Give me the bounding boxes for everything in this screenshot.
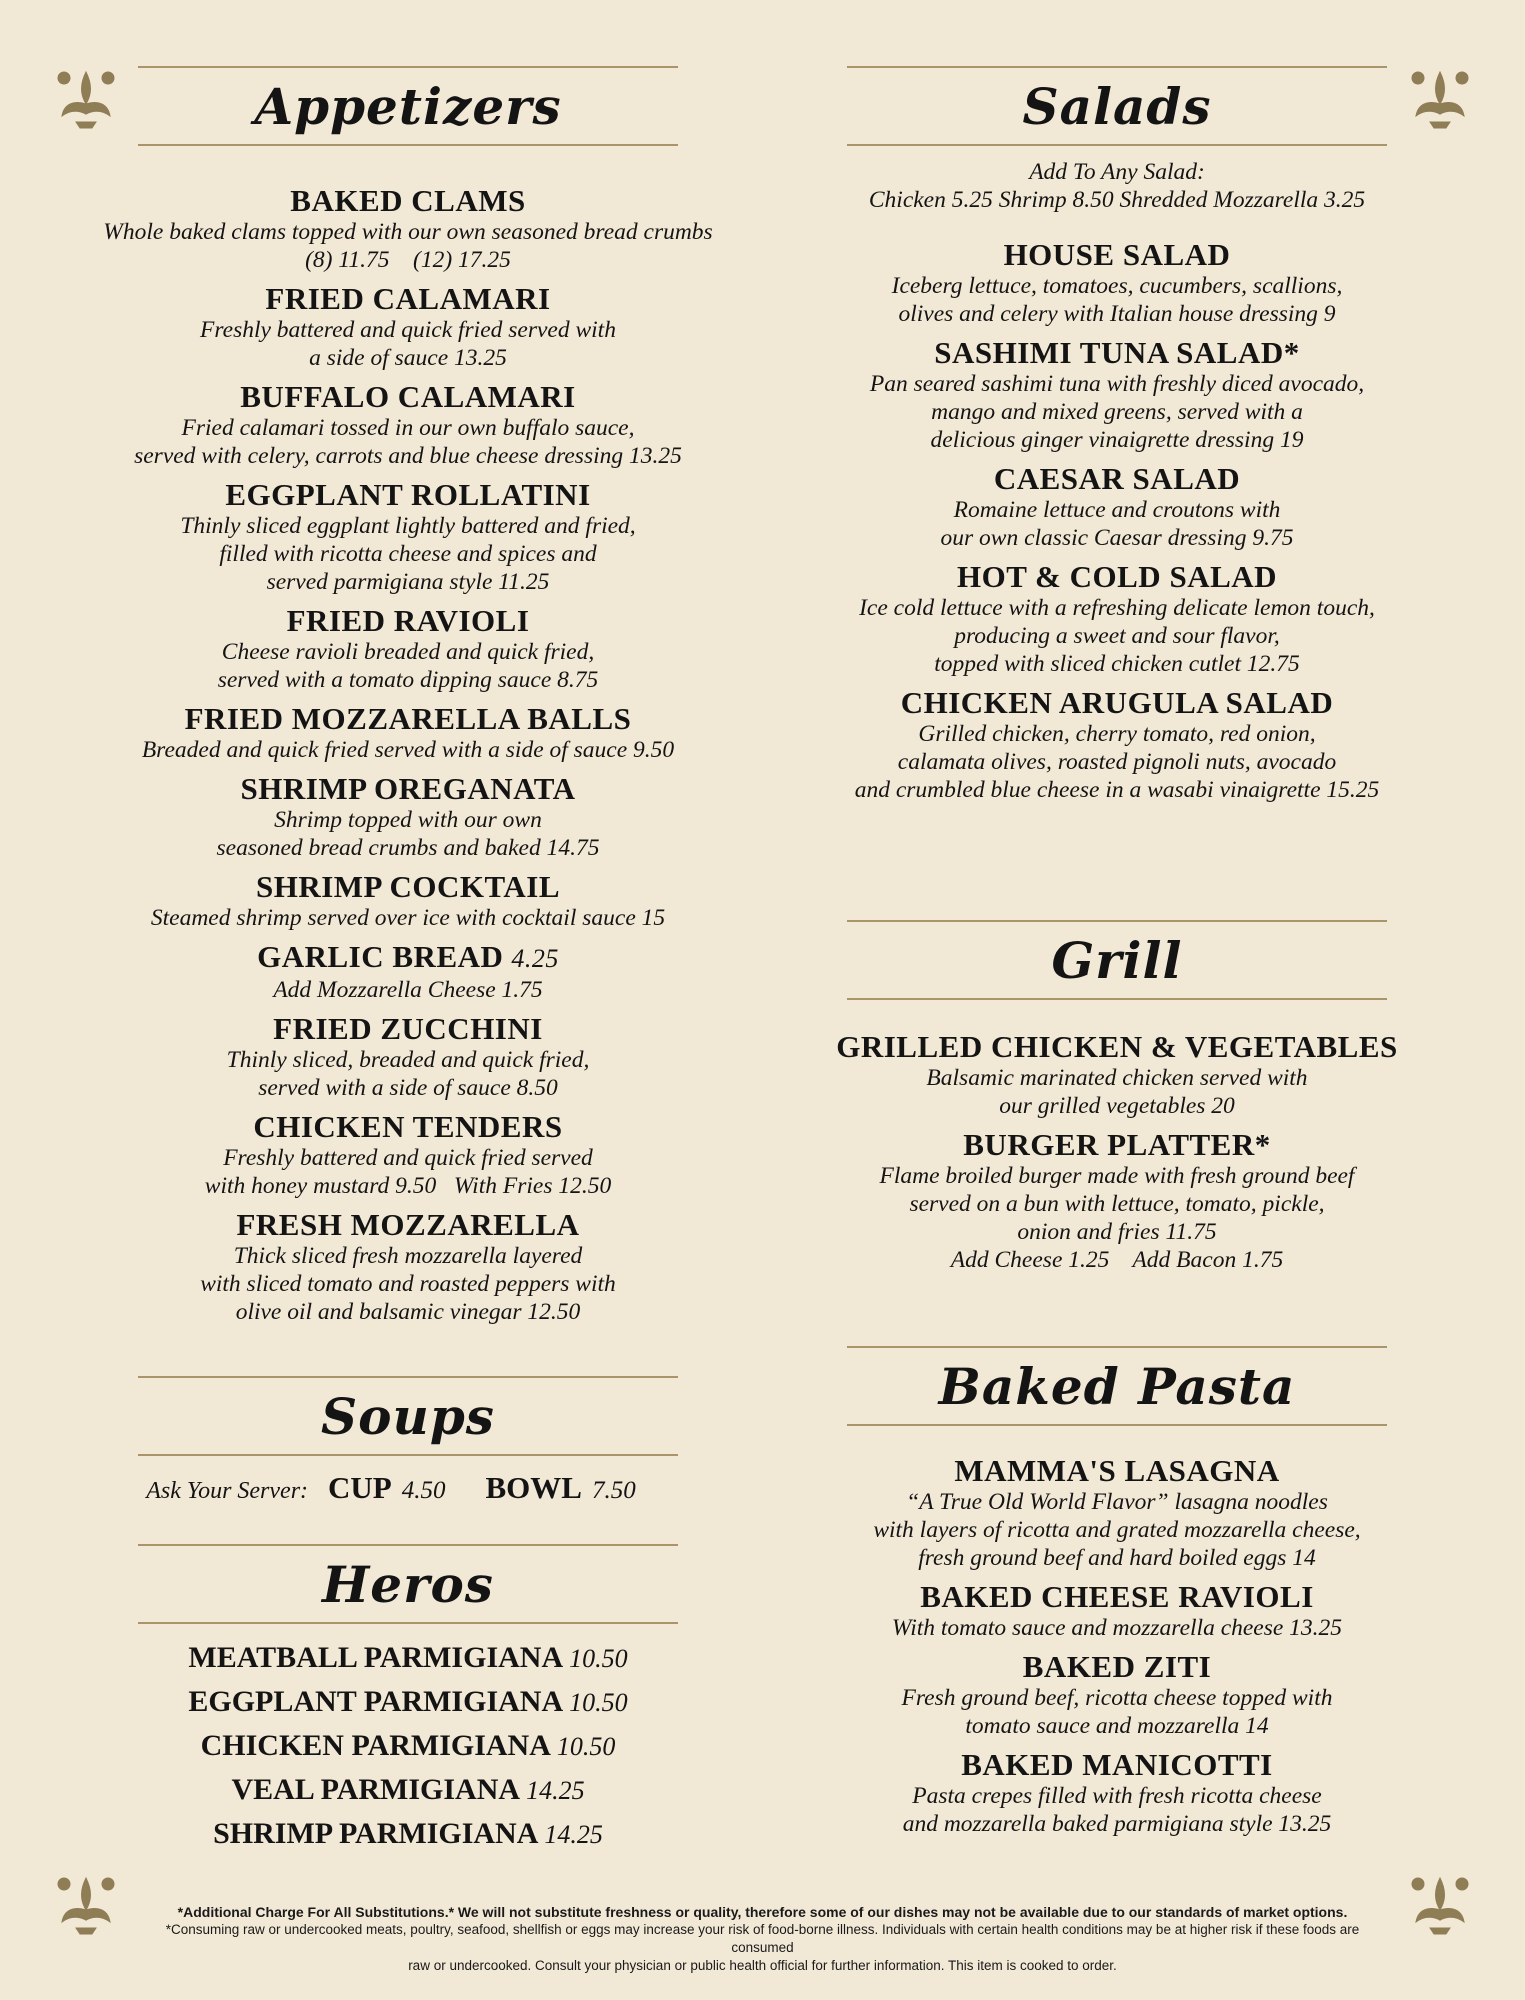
description-line: Cheese ravioli breaded and quick fried, [221, 639, 595, 665]
menu-item [777, 1030, 1457, 1120]
menu-item-name [777, 336, 1457, 370]
description-line: tomato sauce and mozzarella 14 [965, 1713, 1269, 1739]
description-line: served with a tomato dipping sauce 8.75 [217, 667, 599, 693]
menu-item [777, 1650, 1457, 1740]
description-line: (8) 11.75 (12) 17.25 [305, 247, 511, 273]
description-line: Shrimp topped with our own [274, 807, 542, 833]
description-line: Iceberg lettuce, tomatoes, cucumbers, scallions, [891, 273, 1343, 299]
menu-item-description [777, 496, 1457, 552]
menu-item-title: FRIED ZUCCHINI [273, 1011, 543, 1046]
menu-item-name [68, 772, 748, 806]
menu-item-description [777, 1782, 1457, 1838]
menu-item-title: BAKED MANICOTTI [961, 1747, 1273, 1782]
menu-item-title: CHICKEN TENDERS [253, 1109, 563, 1144]
menu-item [68, 380, 748, 470]
description-line: “A True Old World Flavor” lasagna noodles [906, 1489, 1328, 1515]
menu-item-title: EGGPLANT ROLLATINI [225, 477, 591, 512]
salad-addon-label: Add To Any Salad: [1029, 159, 1205, 185]
menu-item-title: BAKED CHEESE RAVIOLI [920, 1579, 1314, 1614]
menu-item [777, 560, 1457, 678]
menu-item-name [777, 1030, 1457, 1064]
menu-item-title: GRILLED CHICKEN & VEGETABLES [836, 1029, 1398, 1064]
menu-item-price: 4.25 [511, 944, 559, 973]
menu-item [68, 604, 748, 694]
fleur-de-lis-corner-icon [50, 64, 122, 136]
menu-item [68, 772, 748, 862]
description-line: and crumbled blue cheese in a wasabi vinaigrette 15.25 [854, 777, 1380, 803]
hero-name: EGGPLANT PARMIGIANA [188, 1685, 564, 1718]
menu-item-name [68, 478, 748, 512]
hero-name: MEATBALL PARMIGIANA [188, 1641, 564, 1674]
hero-price: 10.50 [569, 1644, 628, 1673]
soups-header [138, 1376, 678, 1456]
grill-header [847, 920, 1387, 1000]
description-line: mango and mixed greens, served with a [931, 399, 1303, 425]
description-line: Add Mozzarella Cheese 1.75 [273, 977, 543, 1003]
description-line: topped with sliced chicken cutlet 12.75 [934, 651, 1300, 677]
description-line: with sliced tomato and roasted peppers with [200, 1271, 616, 1297]
description-line: served with a side of sauce 8.50 [258, 1075, 558, 1101]
menu-item [68, 282, 748, 372]
description-line: our grilled vegetables 20 [999, 1093, 1235, 1119]
menu-item-description [777, 1162, 1457, 1274]
menu-item-name [777, 1650, 1457, 1684]
menu-item-title: HOUSE SALAD [1003, 237, 1231, 272]
description-line: with honey mustard 9.50 With Fries 12.50 [204, 1173, 612, 1199]
menu-item-description [777, 594, 1457, 678]
description-line: producing a sweet and sour flavor, [954, 623, 1280, 649]
salad-addon-options: Chicken 5.25 Shrimp 8.50 Shredded Mozzarella 3.25 [868, 187, 1366, 213]
menu-item [68, 1012, 748, 1102]
menu-item-title: MAMMA'S LASAGNA [954, 1453, 1280, 1488]
menu-item [68, 870, 748, 932]
description-line: filled with ricotta cheese and spices and [219, 541, 597, 567]
grill-list [777, 1030, 1457, 1274]
fleur-de-lis-corner-icon [1404, 1870, 1476, 1942]
disclaimer-footer [150, 1903, 1375, 1975]
soups-line [68, 1470, 748, 1506]
menu-item-title: CAESAR SALAD [993, 461, 1241, 496]
menu-item-description [68, 976, 748, 1004]
appetizers-header [138, 66, 678, 146]
menu-item-name [777, 560, 1457, 594]
menu-item-description [68, 414, 748, 470]
menu-item-name [68, 282, 748, 316]
menu-item [777, 1128, 1457, 1274]
menu-item-name [68, 604, 748, 638]
menu-item [777, 1580, 1457, 1642]
baked-pasta-title: Baked Pasta [938, 1357, 1296, 1416]
menu-item-description [68, 512, 748, 596]
fleur-de-lis-corner-icon [50, 1870, 122, 1942]
description-line: and mozzarella baked parmigiana style 13.25 [902, 1811, 1332, 1837]
description-line: With tomato sauce and mozzarella cheese 13.25 [891, 1615, 1343, 1641]
hero-item [68, 1636, 748, 1680]
menu-item-description [777, 1614, 1457, 1642]
heros-header [138, 1544, 678, 1624]
description-line: served with celery, carrots and blue cheese dressing 13.25 [134, 443, 682, 469]
description-line: Breaded and quick fried served with a side of sauce 9.50 [141, 737, 675, 763]
menu-item-name [777, 1748, 1457, 1782]
description-line: onion and fries 11.75 [1017, 1219, 1217, 1245]
menu-item [68, 1208, 748, 1326]
description-line: served parmigiana style 11.25 [266, 569, 550, 595]
description-line: Flame broiled burger made with fresh ground beef [879, 1163, 1355, 1189]
menu-item [777, 1454, 1457, 1572]
menu-item-name [777, 1128, 1457, 1162]
description-line: Steamed shrimp served over ice with cocktail sauce 15 [150, 905, 666, 931]
menu-item-description [68, 1144, 748, 1200]
menu-item-name [777, 1454, 1457, 1488]
left-column [68, 0, 748, 1856]
menu-item [68, 184, 748, 274]
menu-item-title: BURGER PLATTER* [963, 1127, 1271, 1162]
menu-item [68, 940, 748, 1004]
menu-item [777, 1748, 1457, 1838]
salads-header [847, 66, 1387, 146]
soups-title: Soups [321, 1387, 495, 1446]
menu-item-description [68, 904, 748, 932]
menu-item-title: CHICKEN ARUGULA SALAD [900, 685, 1334, 720]
menu-item-name [68, 940, 748, 976]
description-line: Pan seared sashimi tuna with freshly diced avocado, [869, 371, 1365, 397]
hero-price: 14.25 [544, 1820, 603, 1849]
hero-item [68, 1680, 748, 1724]
menu-item [777, 686, 1457, 804]
menu-item-description [68, 316, 748, 372]
cup-name: CUP [328, 1470, 392, 1505]
menu-item-name [777, 462, 1457, 496]
menu-item-title: HOT & COLD SALAD [956, 559, 1278, 594]
menu-item [777, 238, 1457, 328]
cup-price: 4.50 [401, 1477, 446, 1504]
description-line: calamata olives, roasted pignoli nuts, avocado [897, 749, 1337, 775]
appetizers-title: Appetizers [254, 77, 562, 136]
description-line: Thinly sliced, breaded and quick fried, [226, 1047, 590, 1073]
baked-pasta-header [847, 1346, 1387, 1426]
menu-item-name [777, 238, 1457, 272]
description-line: our own classic Caesar dressing 9.75 [940, 525, 1294, 551]
menu-item-name [68, 1012, 748, 1046]
menu-item-name [777, 1580, 1457, 1614]
description-line: Fresh ground beef, ricotta cheese topped with [901, 1685, 1333, 1711]
description-line: olives and celery with Italian house dressing 9 [898, 301, 1336, 327]
menu-item-title: GARLIC BREAD [257, 939, 504, 974]
menu-item-description [68, 638, 748, 694]
description-line: Freshly battered and quick fried served with [200, 317, 616, 343]
salads-title: Salads [1022, 77, 1212, 136]
description-line: Balsamic marinated chicken served with [926, 1065, 1308, 1091]
heros-title: Heros [322, 1555, 494, 1614]
menu-item-title: FRIED RAVIOLI [286, 603, 530, 638]
bowl-name: BOWL [485, 1470, 582, 1505]
description-line: served on a bun with lettuce, tomato, pickle, [909, 1191, 1325, 1217]
menu-item-title: SASHIMI TUNA SALAD* [934, 335, 1300, 370]
description-line: with layers of ricotta and grated mozzarella cheese, [873, 1517, 1361, 1543]
salad-addon [777, 158, 1457, 214]
menu-item-description [777, 272, 1457, 328]
menu-item-title: BUFFALO CALAMARI [240, 379, 576, 414]
salads-list [777, 238, 1457, 804]
menu-item-title: BAKED CLAMS [290, 183, 526, 218]
substitution-notice: *Additional Charge For All Substitutions.* We will not substitute freshness or quality, therefore some of our dishes may not be available due to our standards of market options. [177, 1904, 1348, 1920]
menu-item-name [68, 870, 748, 904]
description-line: Add Cheese 1.25 Add Bacon 1.75 [950, 1247, 1284, 1273]
menu-item-title: SHRIMP COCKTAIL [255, 869, 561, 904]
menu-item-title: BAKED ZITI [1022, 1649, 1212, 1684]
bowl-price: 7.50 [591, 1477, 636, 1504]
fleur-de-lis-corner-icon [1404, 64, 1476, 136]
description-line: Freshly battered and quick fried served [223, 1145, 593, 1171]
description-line: Ice cold lettuce with a refreshing delicate lemon touch, [859, 595, 1375, 621]
hero-price: 14.25 [526, 1776, 585, 1805]
hero-item [68, 1724, 748, 1768]
description-line: fresh ground beef and hard boiled eggs 14 [918, 1545, 1316, 1571]
description-line: olive oil and balsamic vinegar 12.50 [235, 1299, 581, 1325]
description-line: Romaine lettuce and croutons with [953, 497, 1281, 523]
menu-item-description [68, 1046, 748, 1102]
menu-item-name [68, 1110, 748, 1144]
description-line: Pasta crepes filled with fresh ricotta cheese [912, 1783, 1322, 1809]
hero-name: SHRIMP PARMIGIANA [213, 1817, 539, 1850]
description-line: delicious ginger vinaigrette dressing 19 [930, 427, 1304, 453]
menu-item-description [68, 218, 748, 274]
hero-name: CHICKEN PARMIGIANA [200, 1729, 551, 1762]
menu-item-description [68, 1242, 748, 1326]
menu-item-name [68, 702, 748, 736]
description-line: Thick sliced fresh mozzarella layered [233, 1243, 583, 1269]
menu-item-title: FRIED CALAMARI [265, 281, 551, 316]
menu-item-name [68, 184, 748, 218]
menu-item-description [777, 370, 1457, 454]
description-line: Fried calamari tossed in our own buffalo sauce, [181, 415, 635, 441]
consumption-warning-2: raw or undercooked. Consult your physician or public health official for further information. This item is cooked to order. [408, 1958, 1117, 1973]
menu-item-description [777, 1064, 1457, 1120]
hero-name: VEAL PARMIGIANA [231, 1773, 521, 1806]
soups-label: Ask Your Server: [146, 1478, 309, 1504]
description-line: a side of sauce 13.25 [309, 345, 507, 371]
description-line: Thinly sliced eggplant lightly battered and fried, [180, 513, 636, 539]
description-line: Whole baked clams topped with our own seasoned bread crumbs [103, 219, 713, 245]
description-line: Grilled chicken, cherry tomato, red onion, [918, 721, 1316, 747]
menu-item [68, 1110, 748, 1200]
menu-item-description [777, 720, 1457, 804]
menu-item-name [777, 686, 1457, 720]
menu-item-title: SHRIMP OREGANATA [240, 771, 576, 806]
consumption-warning-1: *Consuming raw or undercooked meats, poultry, seafood, shellfish or eggs may increase your risk of food-borne illness. Individuals with certain health conditions may be at higher risk if these foods are consumed [165, 1922, 1360, 1955]
menu-item-title: FRIED MOZZARELLA BALLS [184, 701, 632, 736]
hero-item [68, 1768, 748, 1812]
grill-title: Grill [1051, 931, 1183, 990]
appetizers-list [68, 184, 748, 1326]
menu-item-name [68, 1208, 748, 1242]
menu-item-description [777, 1684, 1457, 1740]
menu-item-description [777, 1488, 1457, 1572]
description-line: seasoned bread crumbs and baked 14.75 [216, 835, 600, 861]
menu-item [68, 478, 748, 596]
menu-item-description [68, 736, 748, 764]
menu-item-title: FRESH MOZZARELLA [236, 1207, 580, 1242]
menu-item [777, 462, 1457, 552]
hero-item [68, 1812, 748, 1856]
hero-price: 10.50 [569, 1688, 628, 1717]
menu-item-description [68, 806, 748, 862]
heros-list [68, 1636, 748, 1856]
right-column [777, 0, 1457, 1846]
menu-item-name [68, 380, 748, 414]
menu-item [68, 702, 748, 764]
hero-price: 10.50 [556, 1732, 616, 1761]
baked-pasta-list [777, 1454, 1457, 1838]
menu-item [777, 336, 1457, 454]
